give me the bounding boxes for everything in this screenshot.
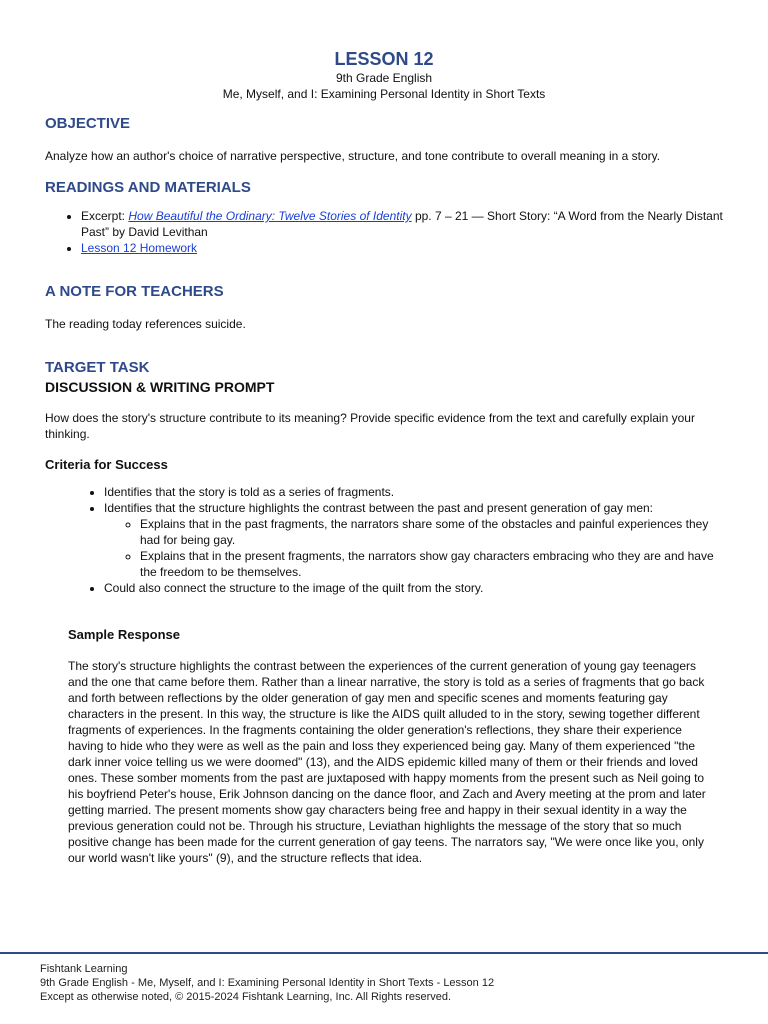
teacher-note-text: The reading today references suicide. xyxy=(45,317,246,331)
footer-text xyxy=(40,962,494,1004)
criteria-item-text: Identifies that the structure highlights the contrast between the past and present generation of gay men: xyxy=(104,501,654,515)
objective-heading: OBJECTIVE xyxy=(45,115,131,132)
lesson-content xyxy=(45,114,723,866)
unit-title: Me, Myself, and I: Examining Personal Identity in Short Texts xyxy=(222,87,546,101)
excerpt-prefix: Excerpt: xyxy=(81,209,129,223)
lesson-title: LESSON 12 xyxy=(334,49,434,69)
readings-heading: READINGS AND MATERIALS xyxy=(45,179,251,196)
sample-response xyxy=(45,626,713,866)
criteria-subitem: ◦ Explains that in the present fragments, the narrators show gay characters embracing who they are and have the freedom to be themselves. xyxy=(140,548,723,580)
excerpt-details: pp. 7 – 21 — Short Story: “A Word from the Nearly Distant Past” by David Levithan xyxy=(81,209,723,239)
list-item-homework xyxy=(81,240,723,256)
criteria-subitem: ◦ Explains that in the past fragments, the narrators share some of the obstacles and painful experiences they had for being gay. xyxy=(140,516,723,548)
list-item-excerpt xyxy=(81,208,723,240)
criteria-item: • Could also connect the structure to the image of the quilt from the story. xyxy=(104,580,723,596)
page-footer xyxy=(0,952,768,1003)
target-task-heading: TARGET TASK xyxy=(45,359,150,376)
book-title-link[interactable]: How Beautiful the Ordinary: Twelve Stories of Identity xyxy=(128,209,412,223)
grade-label: 9th Grade English xyxy=(335,71,433,85)
teacher-note-heading: A NOTE FOR TEACHERS xyxy=(45,283,224,300)
criteria-item: • Identifies that the story is told as a series of fragments. xyxy=(104,484,723,500)
criteria-heading: Criteria for Success xyxy=(45,457,168,472)
homework-link[interactable]: Lesson 12 Homework xyxy=(81,241,198,255)
criteria-item xyxy=(104,500,723,580)
lesson-header xyxy=(0,48,768,102)
criteria-list xyxy=(45,484,723,596)
sample-text: The story's structure highlights the contrast between the experiences of the current generation of young gay teenagers and the one that came before them. Rather than a linear narrative, the story is told as a series of fragments that go back and forth between reflections by the older generation of gay men and specific scenes and moments featuring gay characters in the present. In this way, the structure is like the AIDS quilt alluded to in the story, sewing together different fragments of experiences. In the fragments containing the older generation's reflections, they share their experience having to hide who they were as well as the pain and loss they experienced being gay. Many of them experienced "the dark inner voice telling us we were doomed" (13), and the AIDS epidemic killed many of them or their friends and loved ones. These somber moments from the past are juxtaposed with happy moments from the present such as Neil going to his boyfriend Peter's house, Erik Johnson dancing on the dance floor, and Zach and Avery meeting at the prom and later getting married. The present moments show gay characters being free and happy in their sexual identity in a way the previous generation could not be. Through his structure, Leviathan highlights the message of the story that so much positive change has been made for the current generation of gay teens. The narrators say, "We were once like you, only our world wasn't like yours" (9), and the structure reflects that idea. xyxy=(68,659,706,865)
footer-copyright: Except as otherwise noted, © 2015-2024 Fishtank Learning, Inc. All Rights reserved. xyxy=(40,991,452,1003)
objective-text: Analyze how an author's choice of narrative perspective, structure, and tone contribute to overall meaning in a story. xyxy=(45,149,661,163)
prompt-subheading: DISCUSSION & WRITING PROMPT xyxy=(45,379,275,395)
footer-course: 9th Grade English - Me, Myself, and I: Examining Personal Identity in Short Texts - Lesson 12 xyxy=(40,977,495,989)
footer-org: Fishtank Learning xyxy=(40,963,128,975)
criteria-sublist xyxy=(104,516,723,580)
prompt-text: How does the story's structure contribute to its meaning? Provide specific evidence from the text and carefully explain your thinking. xyxy=(45,411,695,441)
sample-heading: Sample Response xyxy=(68,627,180,642)
readings-list xyxy=(45,208,723,256)
